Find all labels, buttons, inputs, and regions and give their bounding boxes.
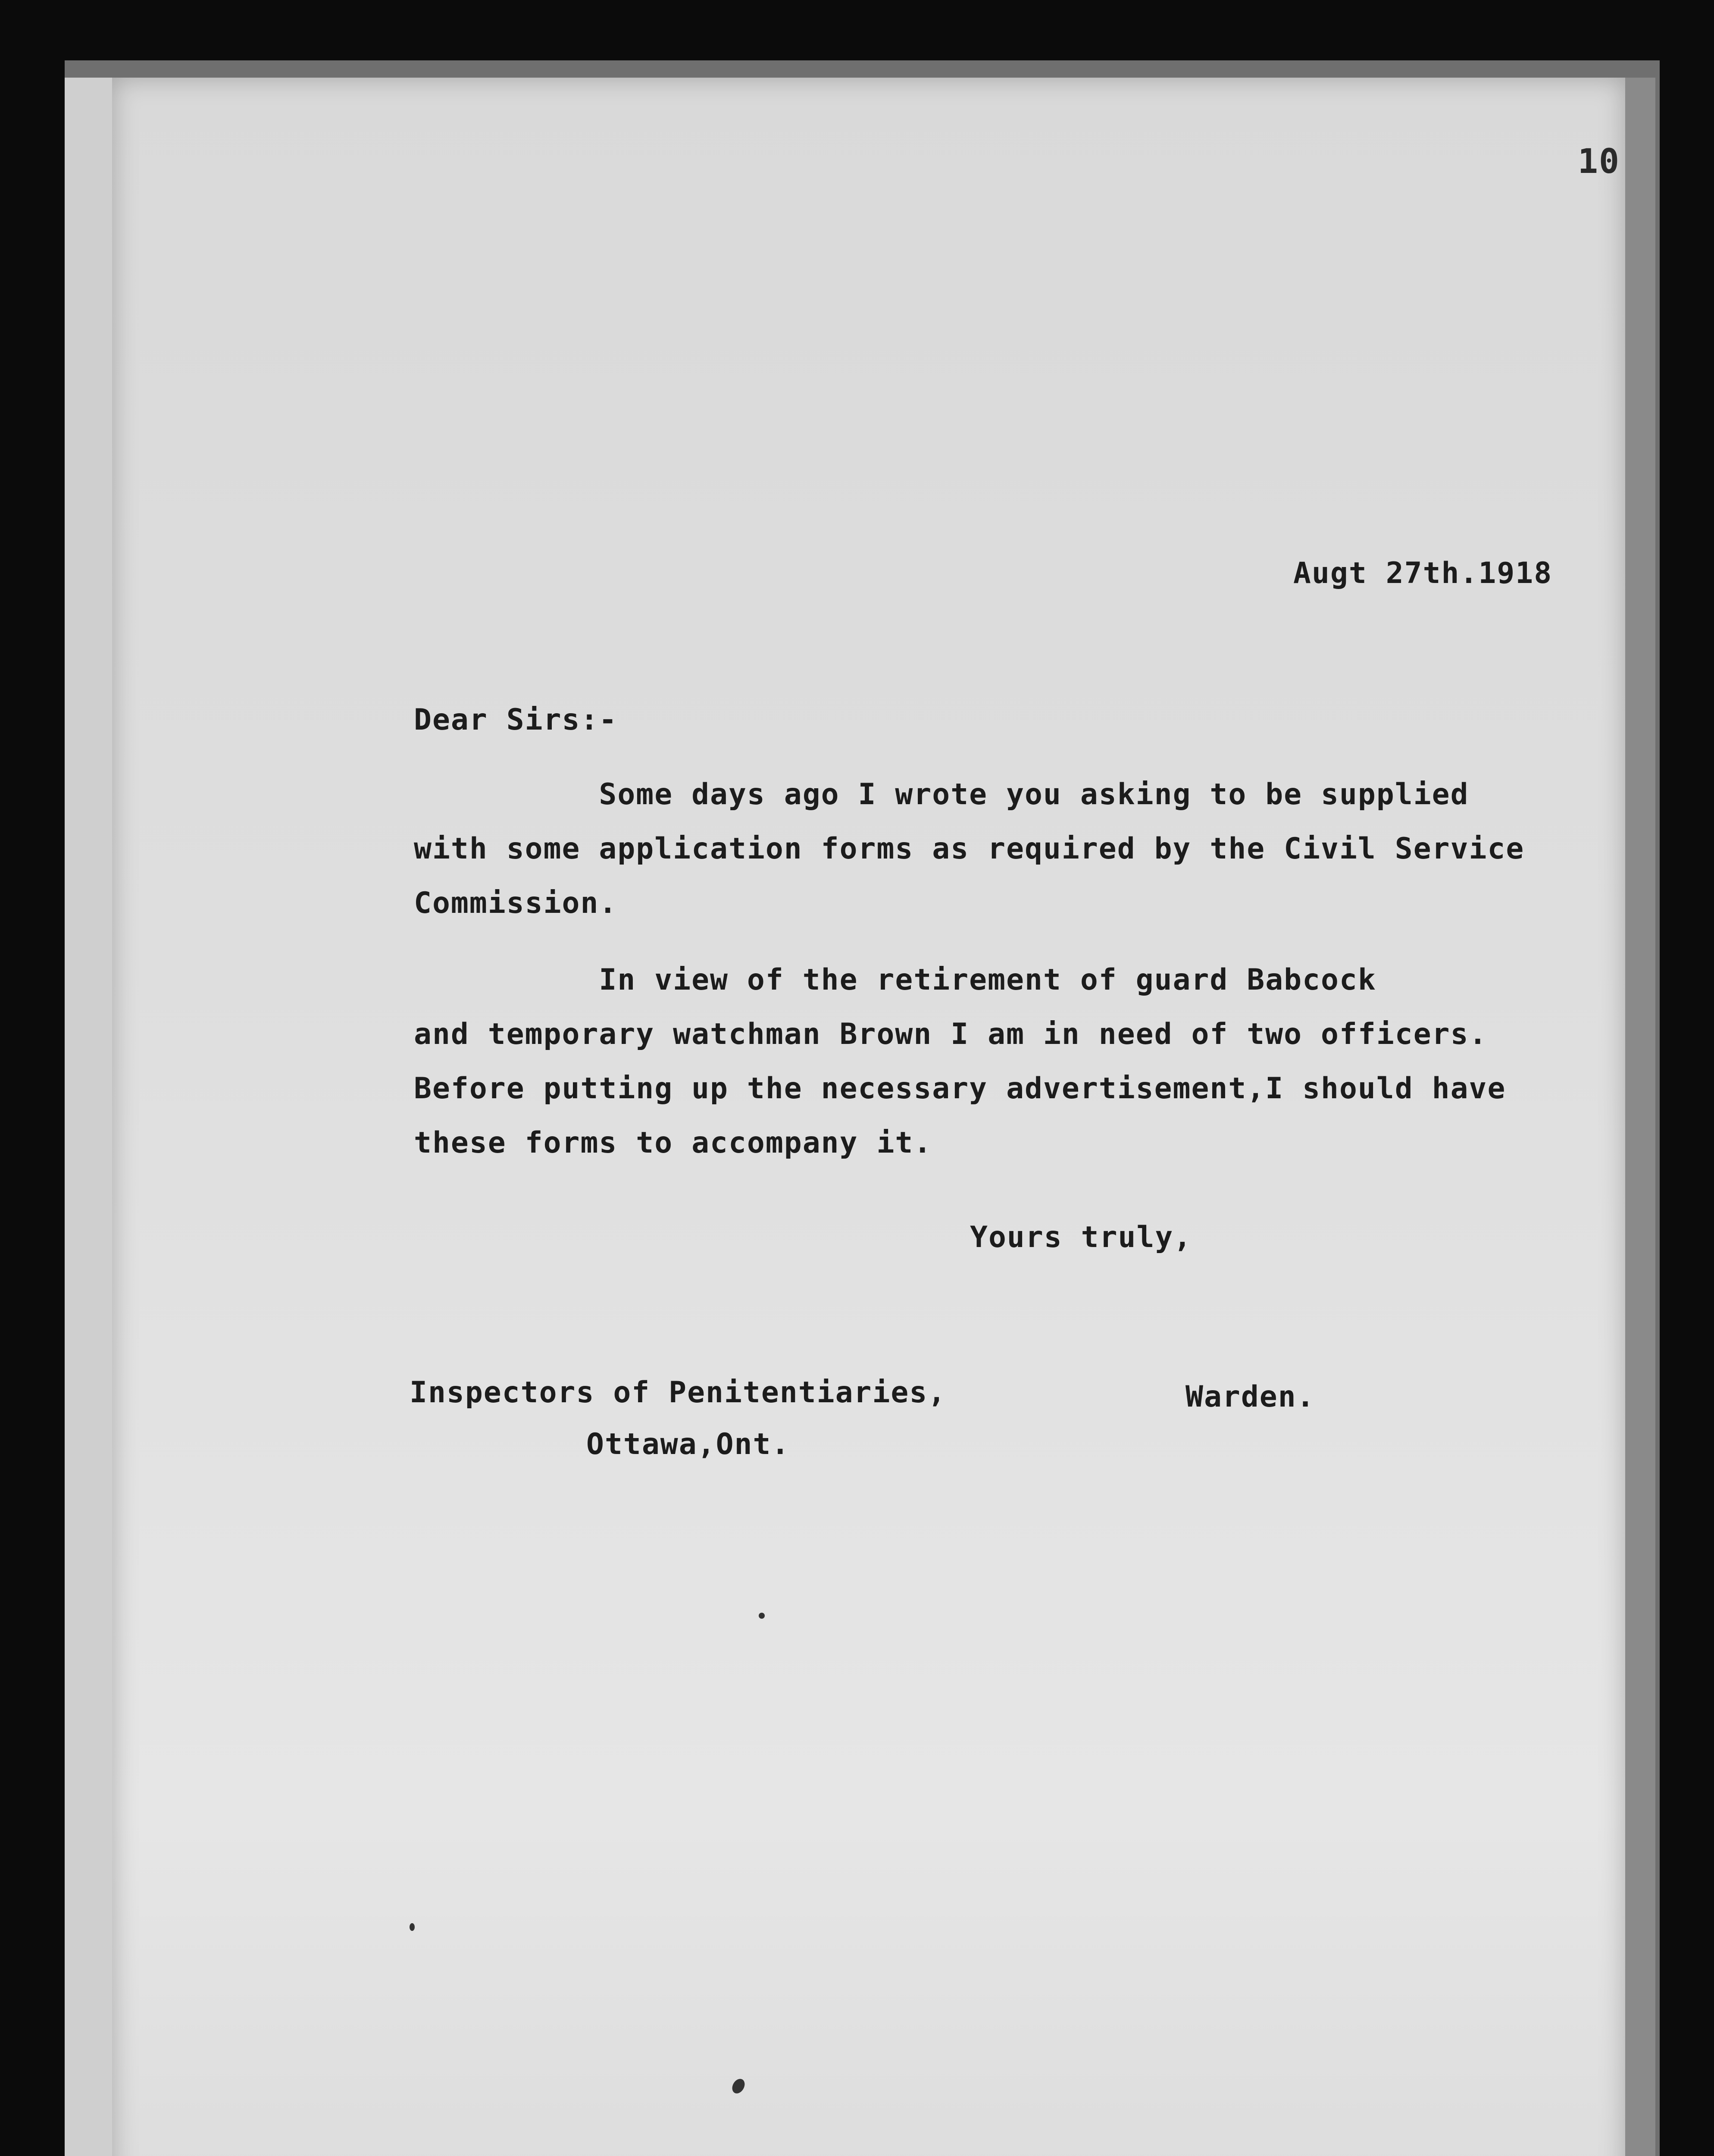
page-left-strip: [65, 78, 115, 2156]
salutation: Dear Sirs:-: [414, 703, 618, 737]
ink-speck: [410, 1923, 415, 1931]
addressee-city: Ottawa,Ont.: [586, 1427, 790, 1461]
ink-speck: [759, 1613, 765, 1619]
page-number: 10: [1578, 142, 1620, 181]
paragraph-2: In view of the retirement of guard Babcock and temporary watchman Brown I am in need of two officers. Before putting up the necessary advertisement,I should have these forms to accompany it.: [414, 963, 1506, 1160]
paragraph-1: Some days ago I wrote you asking to be supplied with some application forms as required by the Civil Service Commission.: [414, 777, 1525, 920]
letter-date: Augt 27th.1918: [1293, 556, 1553, 590]
page-right-edge: [1625, 78, 1655, 2156]
letter-page: [112, 78, 1625, 2156]
addressee-name: Inspectors of Penitentiaries,: [410, 1376, 947, 1410]
ink-speck: [730, 2077, 748, 2096]
closing: Yours truly,: [970, 1220, 1192, 1254]
signature-title: Warden.: [1185, 1380, 1315, 1414]
